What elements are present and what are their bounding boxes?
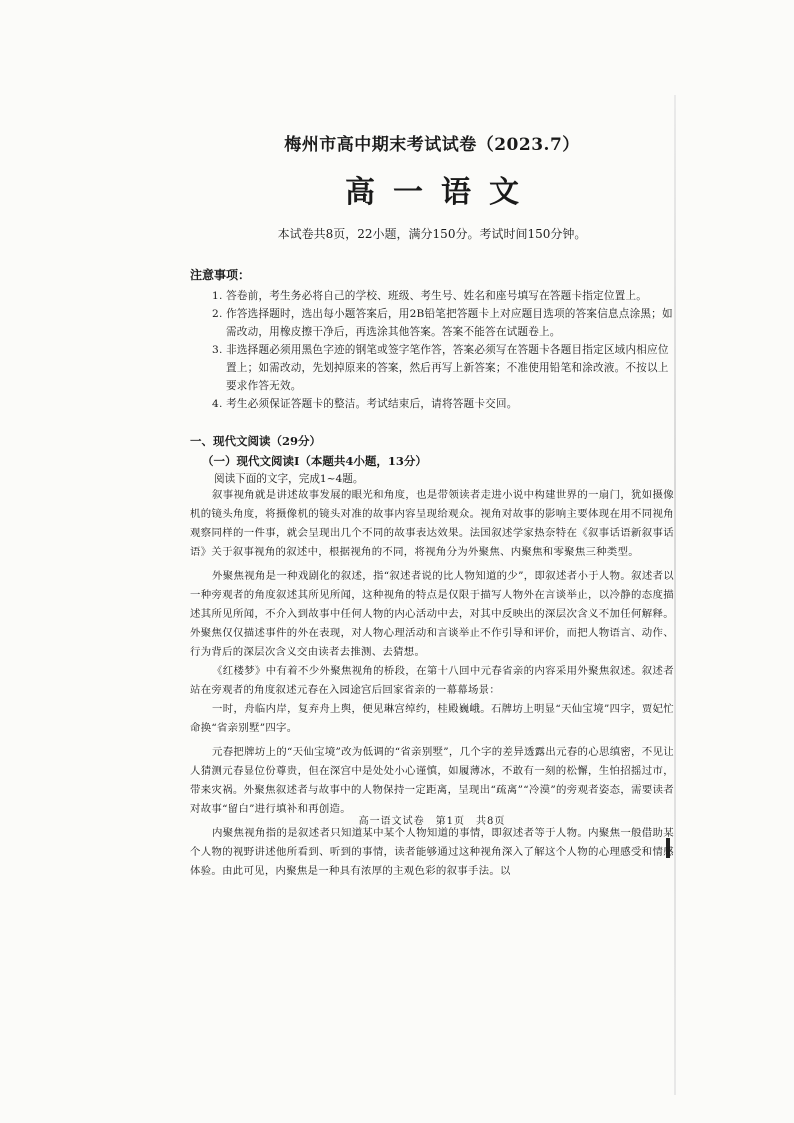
notice-item: 1. 答卷前，考生务必将自己的学校、班级、考生号、姓名和座号填写在答题卡指定位置上。 [212,290,648,302]
passage-paragraph: 内聚焦视角指的是叙述者只知道某中某个人物知道的事情，即叙述者等于人物。内聚焦一般借助某个人物的视野讲述他所看到、听到的事情，读者能够通过这种视角深入了解这个人物的心理感受和情感体验。由此可见，内聚焦是一种具有浓厚的主观色彩的叙事手法。以 [190,827,674,877]
passage-paragraph: 叙事视角就是讲述故事发展的眼光和角度，也是带领读者走进小说中构建世界的一扇门，犹如摄像机的镜头角度，将摄像机的镜头对准的故事内容呈现给观众。视角对故事的影响主要体现在用不同视角观察同样的一件事，就会呈现出几个不同的故事表达效果。法国叙述学家热奈特在《叙事话语新叙事话语》关于叙事视角的叙述中，根据视角的不同，将视角分为外聚焦、内聚焦和零聚焦三种类型。 [190,489,674,558]
notice-item: 2. 作答选择题时，选出每小题答案后，用2B铅笔把答题卡上对应题目选项的答案信息点涂黑；如需改动，用橡皮擦干净后，再选涂其他答案。答案不能答在试题卷上。 [212,308,673,338]
notice-item: 3. 非选择题必须用黑色字迹的钢笔或签字笔作答，答案必须写在答题卡各题目指定区域内相应位置上；如需改动，先划掉原来的答案，然后再写上新答案；不准使用铅笔和涂改液。不按以上要求作答无效。 [212,344,669,392]
exam-info: 本试卷共8页，22小题，满分150分。考试时间150分钟。 [277,227,587,241]
page-footer: 高一语文试卷 第1页 共8页 [358,816,506,827]
page-content [190,118,674,881]
passage-paragraph: 《红楼梦》中有着不少外聚焦视角的桥段，在第十八回中元春省亲的内容采用外聚焦叙述。叙述者站在旁观者的角度叙述元春在入园途宫后回家省亲的一幕幕场景： [190,665,674,696]
notice-heading: 注意事项： [190,268,251,282]
passage-quote: 一时，舟临内岸，复弃舟上舆，便见琳宫绰约，桂殿巍峨。石牌坊上明显“天仙宝境”四字，贾妃忙命换“省亲别墅”四字。 [190,703,674,734]
notice-item: 4. 考生必须保证答题卡的整洁。考试结束后，请将答题卡交回。 [212,398,518,410]
reading-instruction: 阅读下面的文字，完成1~4题。 [214,473,364,485]
exam-title: 梅州市高中期末考试试卷（2023.7） [284,135,580,155]
subsection-heading: （一）现代文阅读Ⅰ（本题共4小题，13分） [202,454,427,468]
passage-paragraph: 元春把牌坊上的“天仙宝境”改为低调的“省亲别墅”，几个字的差异透露出元春的心思缜密，不见让人猜测元春显位份尊贵，但在深宫中是处处小心谨慎，如履薄冰，不敢有一刻的松懈，生怕招摇过市，带来灾祸。外聚焦叙述者与故事中的人物保持一定距离，呈现出“疏离”“冷漠”的旁观者姿态，需要读者对故事“留白”进行填补和再创造。 [190,746,674,815]
notice-list [190,287,674,413]
subject-title: 高一语文 [345,175,537,210]
passage-paragraph: 外聚焦视角是一种戏剧化的叙述，指“叙述者说的比人物知道的少”，即叙述者小于人物。叙述者以一种旁观者的角度叙述其所见所闻，这种视角的特点是仅限于描写人物外在言谈举止，以冷静的态度描述其所见所闻，不介入到故事中任何人物的内心活动中去，对其中反映出的深层次含义不加任何解释。外聚焦仅仅描述事件的外在表现，对人物心理活动和言谈举止不作引导和评价，而把人物语言、动作、行为背后的深层次含义交由读者去推测、去猜想。 [190,570,674,658]
section-heading: 一、现代文阅读（29分） [190,434,322,448]
scan-edge-shadow [674,95,676,1095]
